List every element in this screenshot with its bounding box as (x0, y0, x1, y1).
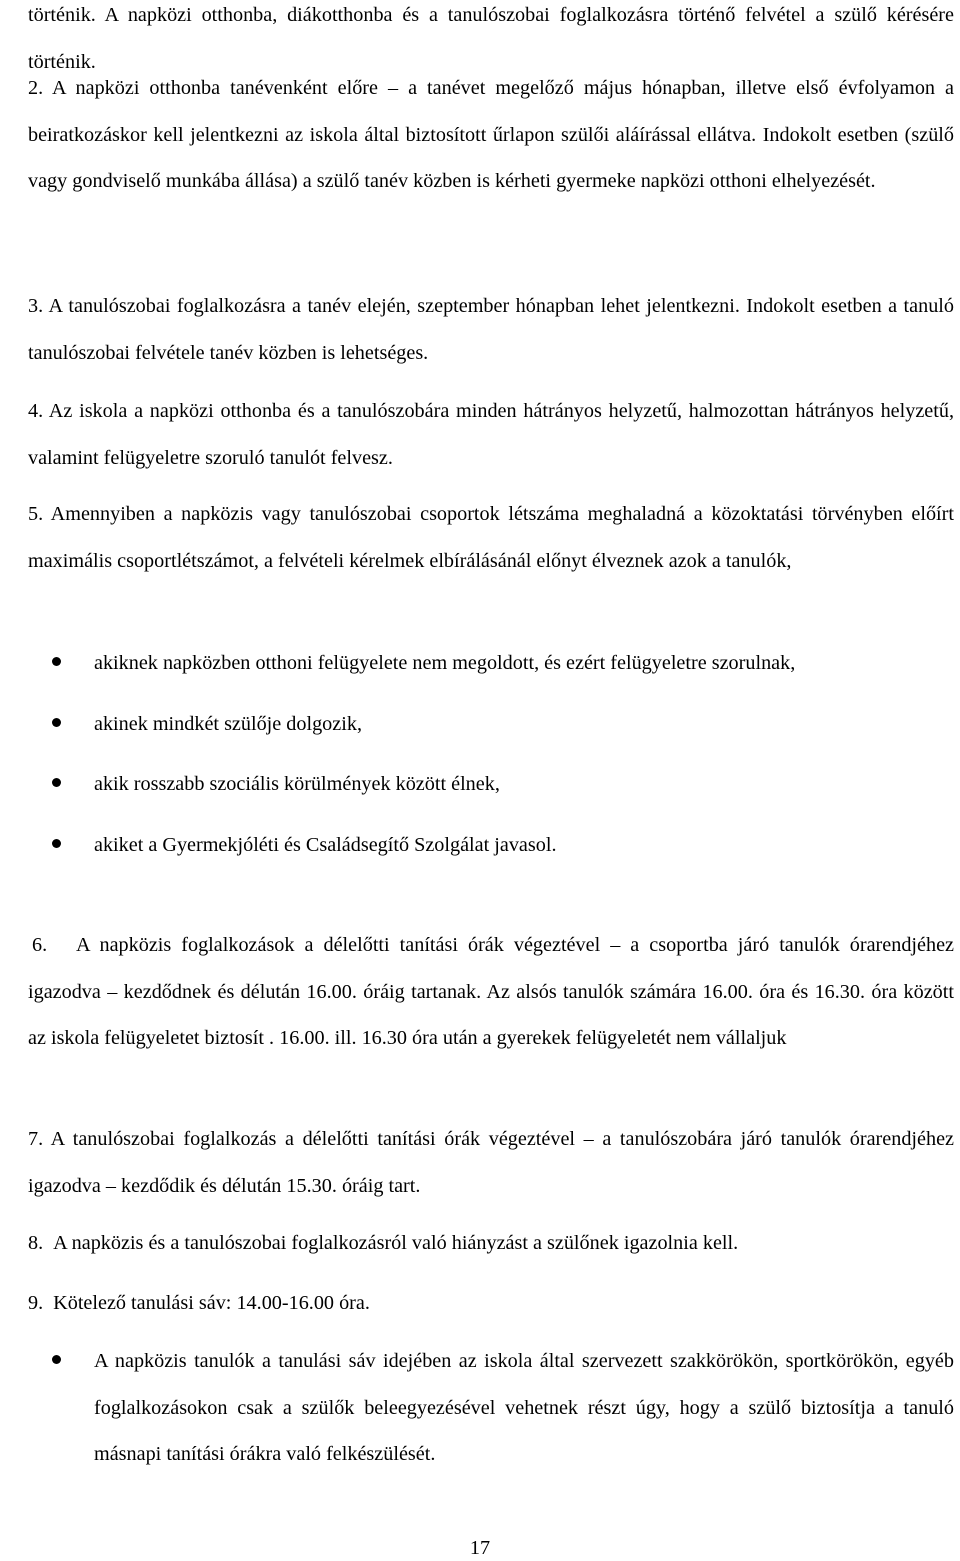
list-item (28, 640, 954, 687)
priority-list (28, 640, 954, 882)
list-item (28, 822, 954, 869)
intro-text: történik. A napközi otthonba, diákotthonba és a tanulószobai foglalkozásra történő felvétel a szülő kérésére történik. (28, 4, 954, 73)
paragraph-number: 2. (28, 77, 44, 99)
list-item-text: akiknek napközben otthoni felügyelete nem megoldott, és ezért felügyeletre szorulnak, (94, 652, 796, 674)
paragraph-number: 9. (28, 1292, 44, 1314)
list-item-text: akik rosszabb szociális körülmények között élnek, (94, 773, 500, 795)
bullet-icon (52, 718, 61, 727)
paragraph-text: A napközis foglalkozások a délelőtti tanítási órák végeztével – a csoportba járó tanulók órarendjéhez igazodva – kezdődnek és délután 16.00. óráig tartanak. Az alsós tanulók számára 16.00. óra és 16.30. óra között az iskola felügyeletet biztosít . 16.00. ill. 16.30 óra után a gyerekek felügyeletét nem vállaljuk (28, 934, 954, 1049)
paragraph-text: A napközi otthonba tanévenként előre – a tanévet megelőző május hónapban, illetve első évfolyamon a beiratkozáskor kell jelentkezni az iskola által biztosított űrlapon szülői aláírással ellátva. Indokolt esetben (szülő vagy gondviselő munkába állása) a szülő tanév közben is kérheti gyermeke napközi otthoni elhelyezését. (28, 77, 954, 192)
bullet-icon (52, 657, 61, 666)
paragraph-number: 6. (32, 934, 48, 956)
bullet-icon (52, 839, 61, 848)
paragraph-number: 8. (28, 1232, 44, 1254)
paragraph-9 (28, 1280, 954, 1327)
paragraph-text: A tanulószobai foglalkozásra a tanév elején, szeptember hónapban lehet jelentkezni. Indokolt esetben a tanuló tanulószobai felvétele tanév közben is lehetséges. (28, 295, 955, 364)
paragraph-text: Az iskola a napközi otthonba és a tanulószobára minden hátrányos helyzetű, halmozottan hátrányos helyzetű, valamint felügyeletre szoruló tanulót felvesz. (28, 400, 954, 469)
paragraph-6 (28, 922, 954, 1062)
paragraph-4 (28, 388, 954, 481)
paragraph-number: 4. (28, 400, 44, 422)
study-time-list (28, 1338, 954, 1478)
list-item-text: akinek mindkét szülője dolgozik, (94, 712, 362, 735)
list-item (28, 761, 954, 808)
bullet-icon (52, 1355, 61, 1364)
paragraph-8 (28, 1220, 954, 1267)
paragraph-3 (28, 283, 954, 376)
list-item (28, 701, 954, 748)
bullet-icon (52, 778, 61, 787)
paragraph-text: A tanulószobai foglalkozás a délelőtti tanítási órák végeztével – a tanulószobára járó tanulók órarendjéhez igazodva – kezdődik és délután 15.30. óráig tart. (28, 1128, 954, 1197)
paragraph-number: 5. (28, 503, 44, 525)
list-item (28, 1338, 954, 1478)
paragraph-text: Amennyiben a napközis vagy tanulószobai csoportok létszáma meghaladná a közoktatási törvényben előírt maximális csoportlétszámot, a felvételi kérelmek elbírálásánál előnyt élveznek azok a tanulók, (28, 503, 954, 572)
list-item-text: akiket a Gyermekjóléti és Családsegítő Szolgálat javasol. (94, 833, 557, 856)
paragraph-number: 7. (28, 1128, 44, 1150)
paragraph-text: A napközis és a tanulószobai foglalkozásról való hiányzást a szülőnek igazolnia kell. (53, 1232, 739, 1254)
paragraph-7 (28, 1116, 954, 1209)
list-item-text: A napközis tanulók a tanulási sáv idejében az iskola által szervezett szakkörökön, sportkörökön, egyéb foglalkozásokon csak a szülők beleegyezésével vehetnek részt úgy, hogy a szülő biztosítja a tanuló másnapi tanítási órákra való felkészülését. (94, 1350, 954, 1465)
paragraph-text: Kötelező tanulási sáv: 14.00-16.00 óra. (53, 1292, 370, 1314)
paragraph-2 (28, 65, 954, 205)
page-number: 17 (469, 1537, 491, 1559)
paragraph-5 (28, 491, 954, 584)
paragraph-number: 3. (28, 295, 44, 317)
